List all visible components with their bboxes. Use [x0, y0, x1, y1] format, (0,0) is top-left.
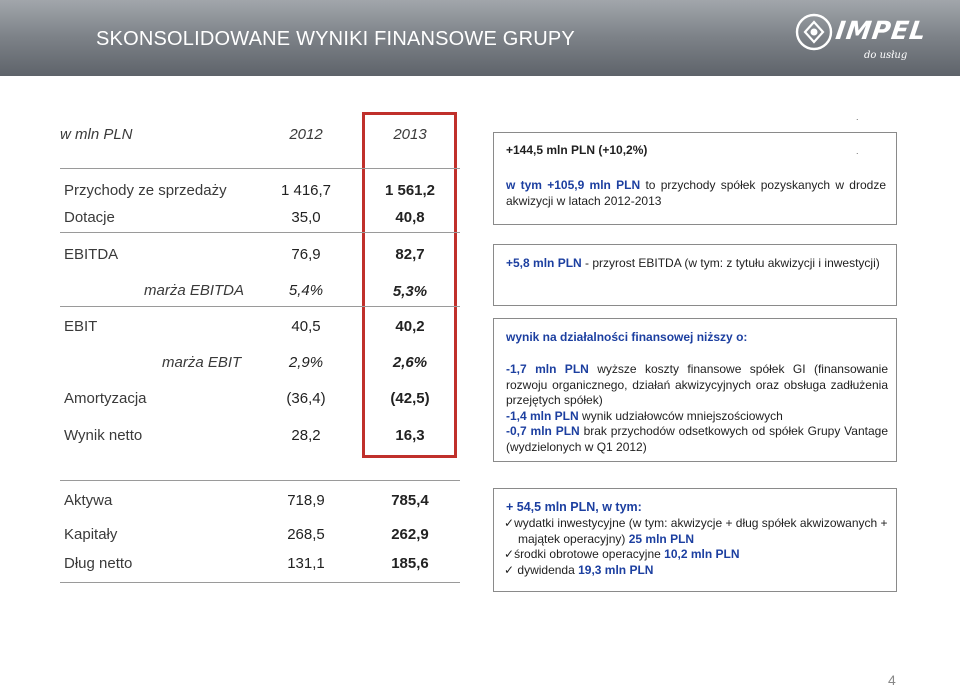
header-bar [0, 0, 960, 76]
checkmark-icon: ✓ [504, 516, 515, 530]
logo-mark-icon [794, 12, 834, 52]
revenue-comment-bold: w tym +105,9 mln PLN [506, 178, 641, 192]
financial-comment-box [493, 318, 897, 462]
net-debt-label: Dług netto [64, 555, 133, 572]
divider [60, 232, 460, 233]
net-debt-2013: 185,6 [391, 555, 429, 572]
financial-item-2 [506, 409, 888, 425]
equity-label: Kapitały [64, 526, 118, 543]
ebitda-comment-rest: - przyrost EBITDA (w tym: z tytułu akwizycji i inwestycji) [581, 256, 880, 270]
subsidies-2013: 40,8 [395, 209, 425, 226]
equity-2013: 262,9 [391, 526, 429, 543]
revenue-comment-rest: to przychody spółek pozyskanych w drodze akwizycji w latach 2012-2013 [506, 178, 886, 208]
year-prev-header: 2012 [289, 126, 323, 143]
net-result-2013: 16,3 [395, 427, 425, 444]
company-logo [758, 6, 954, 70]
subsidies-label: Dotacje [64, 209, 115, 226]
decorative-dot: . [856, 112, 859, 122]
checkmark-icon: ✓ [504, 547, 515, 561]
revenue-comment-box [493, 132, 897, 225]
financial-item-1-text: wyższe koszty finansowe spółek GI (finansowanie rozwoju organicznego, działań akwizycyjnych oraz obsługa zadłużenia przejętych spółek) [506, 362, 888, 407]
page-number: 4 [888, 672, 896, 688]
logo-tagline: do usług [864, 50, 908, 61]
ebitda-margin-label: marża EBITDA [144, 282, 245, 299]
ebit-label: EBIT [64, 318, 98, 335]
equity-2012: 268,5 [287, 526, 325, 543]
ebitda-margin-2013: 5,3% [392, 283, 428, 300]
divider [60, 168, 460, 169]
ebit-margin-label: marża EBIT [162, 354, 242, 371]
assets-2012: 718,9 [287, 492, 325, 509]
debt-item-1-text: wydatki inwestycyjne (w tym: akwizycje + dług spółek akwizowanych + majątek operacyjny) [514, 516, 888, 546]
page-title: SKONSOLIDOWANE WYNIKI FINANSOWE GRUPY [96, 28, 575, 50]
amortization-2013: (42,5) [390, 390, 430, 407]
debt-item-2-text: środki obrotowe operacyjne [514, 547, 665, 561]
year-curr-header: 2013 [393, 126, 427, 143]
subsidies-2012: 35,0 [291, 209, 321, 226]
financial-item-1-value: -1,7 mln PLN [506, 362, 589, 376]
financial-item-3-text: brak przychodów odsetkowych od spółek Grupy Vantage (wydzielonych w Q1 2012) [506, 424, 888, 454]
revenue-label: Przychody ze sprzedaży [64, 182, 227, 199]
divider [60, 306, 460, 307]
amortization-label: Amortyzacja [64, 390, 147, 407]
ebitda-comment [506, 256, 886, 272]
ebit-margin-2012: 2,9% [288, 354, 324, 371]
divider [60, 582, 460, 583]
ebitda-comment-bold: +5,8 mln PLN [506, 256, 582, 270]
ebitda-comment-box [493, 244, 897, 306]
financial-item-1 [506, 362, 888, 409]
debt-item-1-value: 25 mln PLN [628, 531, 695, 546]
net-result-label: Wynik netto [64, 427, 143, 444]
assets-2013: 785,4 [391, 492, 429, 509]
debt-item-3 [504, 563, 888, 579]
revenue-2013: 1 561,2 [384, 182, 436, 199]
debt-item-2 [504, 547, 888, 563]
net-result-2012: 28,2 [291, 427, 321, 444]
decorative-dot: . [856, 146, 859, 156]
logo-wordmark: IMPEL [833, 16, 929, 45]
ebitda-label: EBITDA [64, 246, 119, 263]
ebitda-2013: 82,7 [395, 246, 425, 263]
ebitda-2012: 76,9 [291, 246, 321, 263]
debt-item-1 [504, 516, 888, 547]
unit-label: w mln PLN [60, 126, 133, 143]
net-debt-2012: 131,1 [287, 555, 325, 572]
financial-item-2-text: wynik udziałowców mniejszościowych [578, 408, 783, 423]
debt-comment-list [504, 516, 888, 578]
financial-comment-title: wynik na działalności finansowej niższy o: [506, 330, 748, 344]
financial-comment-body [506, 362, 888, 455]
divider [60, 480, 460, 481]
debt-item-3-value: 19,3 mln PLN [578, 562, 654, 577]
ebitda-margin-2012: 5,4% [288, 282, 324, 299]
debt-item-2-value: 10,2 mln PLN [664, 547, 740, 561]
revenue-comment-headline: +144,5 mln PLN (+10,2%) [506, 143, 648, 157]
amortization-2012: (36,4) [286, 390, 326, 407]
debt-item-3-text: dywidenda [514, 562, 579, 577]
financial-item-2-value: -1,4 mln PLN [506, 408, 579, 423]
ebit-2013: 40,2 [395, 318, 425, 335]
ebit-margin-2013: 2,6% [392, 354, 428, 371]
checkmark-icon: ✓ [504, 562, 515, 577]
revenue-2012: 1 416,7 [280, 182, 332, 199]
assets-label: Aktywa [64, 492, 113, 509]
debt-comment-box [493, 488, 897, 592]
financial-item-3 [506, 424, 888, 455]
ebit-2012: 40,5 [291, 318, 321, 335]
revenue-comment-detail [506, 178, 886, 209]
debt-comment-headline: + 54,5 mln PLN, w tym: [506, 500, 642, 514]
financial-item-3-value: -0,7 mln PLN [506, 424, 580, 438]
